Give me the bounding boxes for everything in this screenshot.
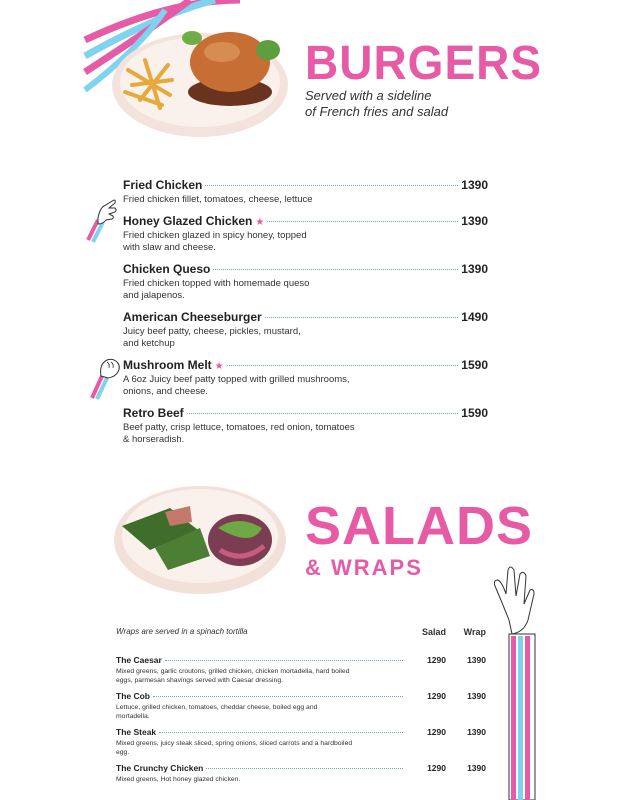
salad-column-header: Salad xyxy=(421,627,446,637)
menu-item xyxy=(123,262,488,302)
wrap-price: 1390 xyxy=(467,763,486,773)
item-name: Mushroom Melt xyxy=(123,358,212,372)
item-name: The Caesar xyxy=(116,655,162,665)
dotted-leader xyxy=(159,732,403,733)
dotted-leader xyxy=(265,317,459,318)
pointing-hand-icon xyxy=(84,196,120,244)
wrap-price: 1390 xyxy=(467,655,486,665)
burger-menu-list xyxy=(123,178,488,454)
salad-price: 1290 xyxy=(427,655,446,665)
item-price: 1590 xyxy=(461,358,488,372)
dotted-leader xyxy=(187,413,459,414)
table-row xyxy=(116,655,486,685)
item-description: Beef patty, crisp lettuce, tomatoes, red onion, tomatoes & horseradish. xyxy=(123,422,355,445)
item-name: Fried Chicken xyxy=(123,178,203,192)
salads-wraps-table xyxy=(116,627,486,790)
salad-price: 1290 xyxy=(427,727,446,737)
burgers-subtitle-line-2: of French fries and salad xyxy=(305,104,449,119)
dotted-leader xyxy=(206,768,403,769)
dotted-leader xyxy=(213,269,458,270)
table-row xyxy=(116,763,486,784)
burgers-title: BURGERS xyxy=(305,34,543,90)
item-description: Juicy beef patty, cheese, pickles, mustard, and ketchup xyxy=(123,326,301,349)
salads-title: SALADS xyxy=(305,496,534,556)
dotted-leader xyxy=(267,221,458,222)
menu-item xyxy=(123,358,488,398)
item-price: 1590 xyxy=(461,406,488,420)
salad-price: 1290 xyxy=(427,691,446,701)
menu-item xyxy=(123,178,488,206)
item-price: 1390 xyxy=(461,262,488,276)
raised-hand-icon xyxy=(487,560,547,800)
item-name: Chicken Queso xyxy=(123,262,211,276)
fist-hand-icon xyxy=(88,352,124,400)
item-name: American Cheeseburger xyxy=(123,310,262,324)
table-row xyxy=(116,691,486,721)
star-icon: ★ xyxy=(214,361,224,372)
item-price: 1390 xyxy=(461,214,488,228)
burger-plate-image xyxy=(100,10,290,140)
dotted-leader xyxy=(227,365,459,366)
wrap-price: 1390 xyxy=(467,691,486,701)
item-description: Fried chicken topped with homemade queso and jalapenos. xyxy=(123,278,310,301)
salad-price: 1290 xyxy=(427,763,446,773)
menu-item xyxy=(123,310,488,350)
menu-item xyxy=(123,214,488,254)
menu-item xyxy=(123,406,488,446)
item-name: The Cob xyxy=(116,691,150,701)
dotted-leader xyxy=(153,696,403,697)
item-description: Lettuce, grilled chicken, tomatoes, cheddar cheese, boiled egg and mortadella. xyxy=(116,704,318,720)
burgers-subtitle-line-1: Served with a sideline xyxy=(305,88,432,103)
item-name: Honey Glazed Chicken xyxy=(123,214,253,228)
star-icon: ★ xyxy=(255,217,265,228)
dotted-leader xyxy=(205,185,458,186)
item-description: Mixed greens, Hot honey glazed chicken. xyxy=(116,776,241,783)
item-description: Fried chicken fillet, tomatoes, cheese, lettuce xyxy=(123,194,313,205)
item-price: 1490 xyxy=(461,310,488,324)
item-name: The Crunchy Chicken xyxy=(116,763,204,773)
tortilla-note: Wraps are served in a spinach tortilla xyxy=(116,627,248,636)
wrap-column-header: Wrap xyxy=(463,627,486,637)
wraps-subtitle: & WRAPS xyxy=(305,555,423,580)
item-description: Fried chicken glazed in spicy honey, topped with slaw and cheese. xyxy=(123,230,307,253)
wrap-price: 1390 xyxy=(467,727,486,737)
item-name: The Steak xyxy=(116,727,157,737)
item-description: Mixed greens, garlic croutons, grilled chicken, chicken mortadella, hard boiled eggs, parmesan shavings served with Caesar dressing. xyxy=(116,668,350,684)
item-price: 1390 xyxy=(461,178,488,192)
dotted-leader xyxy=(165,660,403,661)
table-row xyxy=(116,727,486,757)
item-name: Retro Beef xyxy=(123,406,184,420)
table-header xyxy=(116,627,486,637)
wrap-salad-plate-image xyxy=(110,478,290,598)
item-description: A 6oz Juicy beef patty topped with grilled mushrooms, onions, and cheese. xyxy=(123,374,350,397)
item-description: Mixed greens, juicy steak sliced, spring onions, sliced carrots and a hardboiled egg. xyxy=(116,740,353,756)
burgers-subtitle xyxy=(305,88,485,120)
